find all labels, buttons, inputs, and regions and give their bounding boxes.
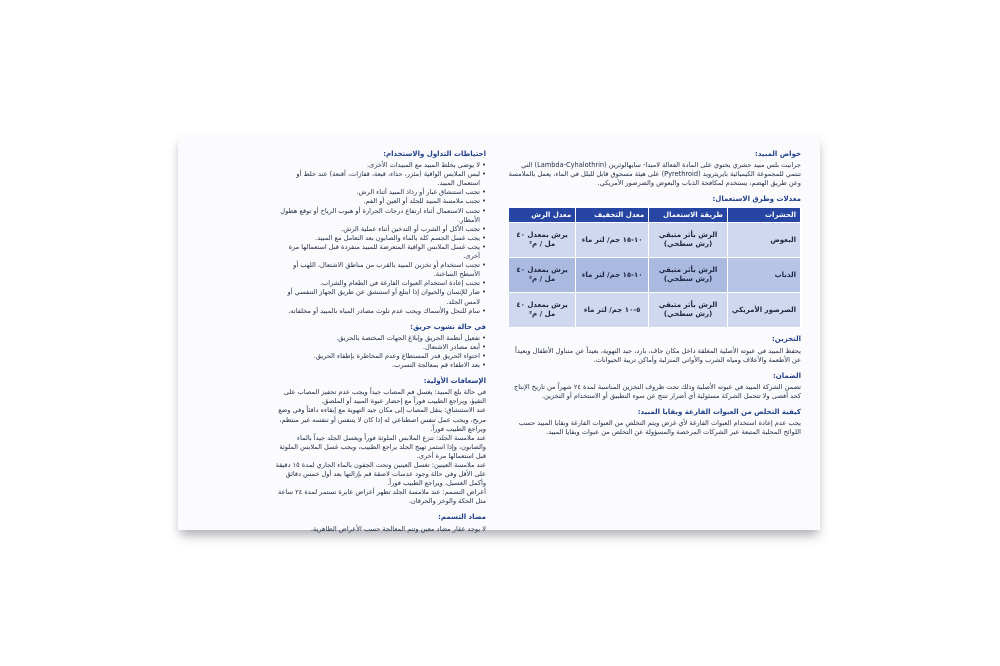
first-aid-paragraph: عند ملامسة العينين: تغسل العينين وتحت الجفون بالماء الجاري لمدة ١٥ دقيقة على الأقل وفي حالة وجود عدسات لاصقة قم بإزالتها بعد أول خمس دقائق وأكمل الغسيل، ويراجع الطبيب فوراً. — [275, 461, 486, 488]
spray-cell: يرش بمعدل ٤٠ مل / م² — [509, 223, 576, 258]
label-card — [178, 135, 820, 533]
list-item: • أبعد مصادر الاشتعال. — [273, 343, 486, 352]
warranty-text: تضمن الشركة المبيد في عبوته الأصلية وذلك تحت ظروف التخزين المناسبة لمدة ٢٤ شهراً من تاريخ الإنتاج كحد أقصى ولا تتحمل الشركة مسئولية أي أضرار تنتج عن سوء التطبيق أو الاستخدام أو التخزين. — [514, 382, 801, 400]
first-aid-paragraph: عند ملامسة الجلد: تنزع الملابس الملوثة فوراً ويغسل الجلد جيداً بالماء والصابون، وإذا استمر تهيج الجلد يراجع الطبيب، ويجب غسل الملابس الملوثة قبل استعمالها مرة أخرى. — [279, 433, 486, 460]
list-item: • يجب غسل الملابس الواقية المتعرضة للمبيد منفردة قبل استعمالها مرة أخرى. — [273, 243, 486, 261]
spray-cell: يرش بمعدل ٤٠ مل / م² — [509, 258, 576, 293]
list-item: • بعد الاطفاء قم بمعالجة التسرب. — [273, 361, 486, 370]
handling-heading: احتياطات التداول والاستخدام: — [383, 150, 486, 158]
dilution-cell: ٥-١٠ جم/ لتر ماء — [576, 293, 649, 328]
list-item: • احتواء الحريق قدر المستطاع وعدم المخاطرة بإطفاء الحريق. — [273, 352, 486, 361]
antidote-text: لا يوجد عقار مضاد معين وتتم المعالجة حسب الأعراض الظاهرية. — [310, 524, 486, 533]
list-item: • لبس الملابس الواقية (مئزر، حذاء، قبعة، قفازات، أقنعة) عند خلط أو استعمال المبيد. — [273, 170, 486, 188]
column-header: معدل الرش — [509, 208, 576, 223]
storage-section — [508, 335, 801, 364]
list-item: • تجنب استنشاق غبار أو رذاذ المبيد أثناء الرش. — [273, 188, 486, 197]
properties-section — [508, 150, 801, 188]
fire-section — [273, 323, 486, 370]
first-aid-paragraph: في حالة بلع المبيد: يغسل فم المصاب جيداً ويجب عدم تحفيز المصاب على التقيؤ، ويراجع الطبيب فوراً مع إحضار عبوة المبيد أو الملصق. — [283, 388, 486, 406]
rates-heading: معدلات وطرق الاستعمال: — [712, 195, 801, 204]
table-row — [509, 258, 801, 293]
table-row — [509, 223, 801, 258]
table-row — [509, 293, 801, 328]
list-item: • سام للنحل والأسماك ويجب عدم تلوث مصادر المياه بالمبيد أو مخلفاته. — [273, 307, 486, 316]
storage-heading: التخزين: — [771, 335, 801, 344]
first-aid-section — [273, 377, 486, 506]
spray-cell: يرش بمعدل ٤٠ مل / م² — [509, 293, 576, 328]
warranty-section — [508, 372, 801, 401]
antidote-heading: مضاد التسمم: — [438, 513, 486, 522]
usage-table — [508, 207, 801, 328]
properties-heading: خواص المبيد: — [755, 150, 801, 158]
list-item: • تفعيل أنظمة الحريق وإبلاغ الجهات المختصة بالحريق. — [273, 334, 486, 343]
list-item: • يجب غسل الجسم كله بالماء والصابون بعد التعامل مع المبيد. — [273, 234, 486, 243]
list-item: • تجنب إعادة استخدام العبوات الفارغة في الطعام والشراب. — [273, 279, 486, 288]
column-header: الحشرات — [728, 208, 801, 223]
rates-section — [508, 195, 801, 328]
list-item: • لا يوصى بخلط المبيد مع المبيدات الأخرى. — [273, 161, 486, 170]
pest-cell: الصرصور الأمريكي — [728, 293, 801, 328]
list-item: • تجنب الأكل أو الشرب أو التدخين أثناء عملية الرش. — [273, 225, 486, 234]
handling-section — [273, 150, 486, 316]
handling-list — [273, 161, 486, 316]
method-cell: الرش بأثر متبقي (رش سطحي) — [649, 223, 728, 258]
dilution-cell: ١٠-١٥ جم/ لتر ماء — [576, 258, 649, 293]
storage-text: يحفظ المبيد في عبوته الأصلية المغلقة داخل مكان جاف، بارد، جيد التهوية، بعيداً عن متناول الأطفال وبعيداً عن الأطعمة والأعلاف ومياه الشرب والأواني المنزلية وأماكن تربية الحيوانات. — [515, 346, 801, 364]
antidote-section — [273, 513, 486, 533]
right-column — [508, 150, 801, 444]
disposal-section — [508, 408, 801, 437]
fire-list — [273, 334, 486, 370]
first-aid-paragraph: عند الاستنشاق: ينقل المصاب إلى مكان جيد التهوية مع إبقاءه دافئاً وفي وضع مريح، ويجب عمل تنفس اصطناعي له إذا كان لا يتنفس أو تنفسه غير منتظم، ويراجع الطبيب فوراً. — [278, 406, 486, 433]
first-aid-paragraph: أعراض التسمم: عند ملامسة الجلد تظهر أعراض عابرة تستمر لمدة ٢٤ ساعة مثل الحكة والوخز والحرقان. — [278, 488, 486, 506]
dilution-cell: ١٠-١٥ جم/ لتر ماء — [576, 223, 649, 258]
pest-cell: البعوض — [728, 223, 801, 258]
pest-cell: الذباب — [728, 258, 801, 293]
list-item: • تجنب الاستعمال أثناء ارتفاع درجات الحرارة أو هبوب الرياح أو توقع هطول الأمطار. — [273, 207, 486, 225]
warranty-heading: الضمان: — [772, 371, 801, 380]
column-header: طريقة الاستعمال — [649, 208, 728, 223]
list-item: • تجنب ملامسة المبيد للجلد أو العين أو الفم. — [273, 197, 486, 206]
table-header-row — [509, 208, 801, 223]
column-header: معدل التخفيف — [576, 208, 649, 223]
disposal-heading: كيفية التخلص من العبوات الفارغة وبقايا المبيد: — [637, 408, 801, 417]
properties-text: جرانيت بلس مبيد حشري يحتوي على المادة الفعالة لامبدا- سايهالوثرين (Lambda-Cyhalothrin) التي تنتمي للمجموعة الكيميائية بايريثرويد (Pyrethroid) على هيئة مسحوق قابل للبلل في الماء، يعمل بالملامسة وعن طريق الهضم، يستخدم لمكافحة الذباب والبعوض والصرصور الأمريكي. — [508, 161, 801, 188]
method-cell: الرش بأثر متبقي (رش سطحي) — [649, 258, 728, 293]
first-aid-heading: الإسعافات الأولية: — [423, 377, 486, 386]
left-column — [273, 150, 486, 541]
fire-heading: في حالة نشوب حريق: — [410, 322, 486, 331]
list-item: • ضار للإنسان والحيوان إذا ابتلع أو استنشق عن طريق الجهاز التنفسي أو لامس الجلد. — [273, 288, 486, 306]
disposal-text: يجب عدم إعادة استخدام العبوات الفارغة لأي غرض ويتم التخلص من العبوات الفارغة وبقايا المبيد حسب اللوائح المحلية المتبعة عبر الشركات المرخصة والمسؤولة عن التخلص من عبوات وبقايا المبيد. — [518, 419, 801, 437]
list-item: • تجنب استخدام أو تخزين المبيد بالقرب من مناطق الاشتعال، اللهب أو الأسطح الساخنة. — [273, 261, 486, 279]
method-cell: الرش بأثر متبقي (رش سطحي) — [649, 293, 728, 328]
